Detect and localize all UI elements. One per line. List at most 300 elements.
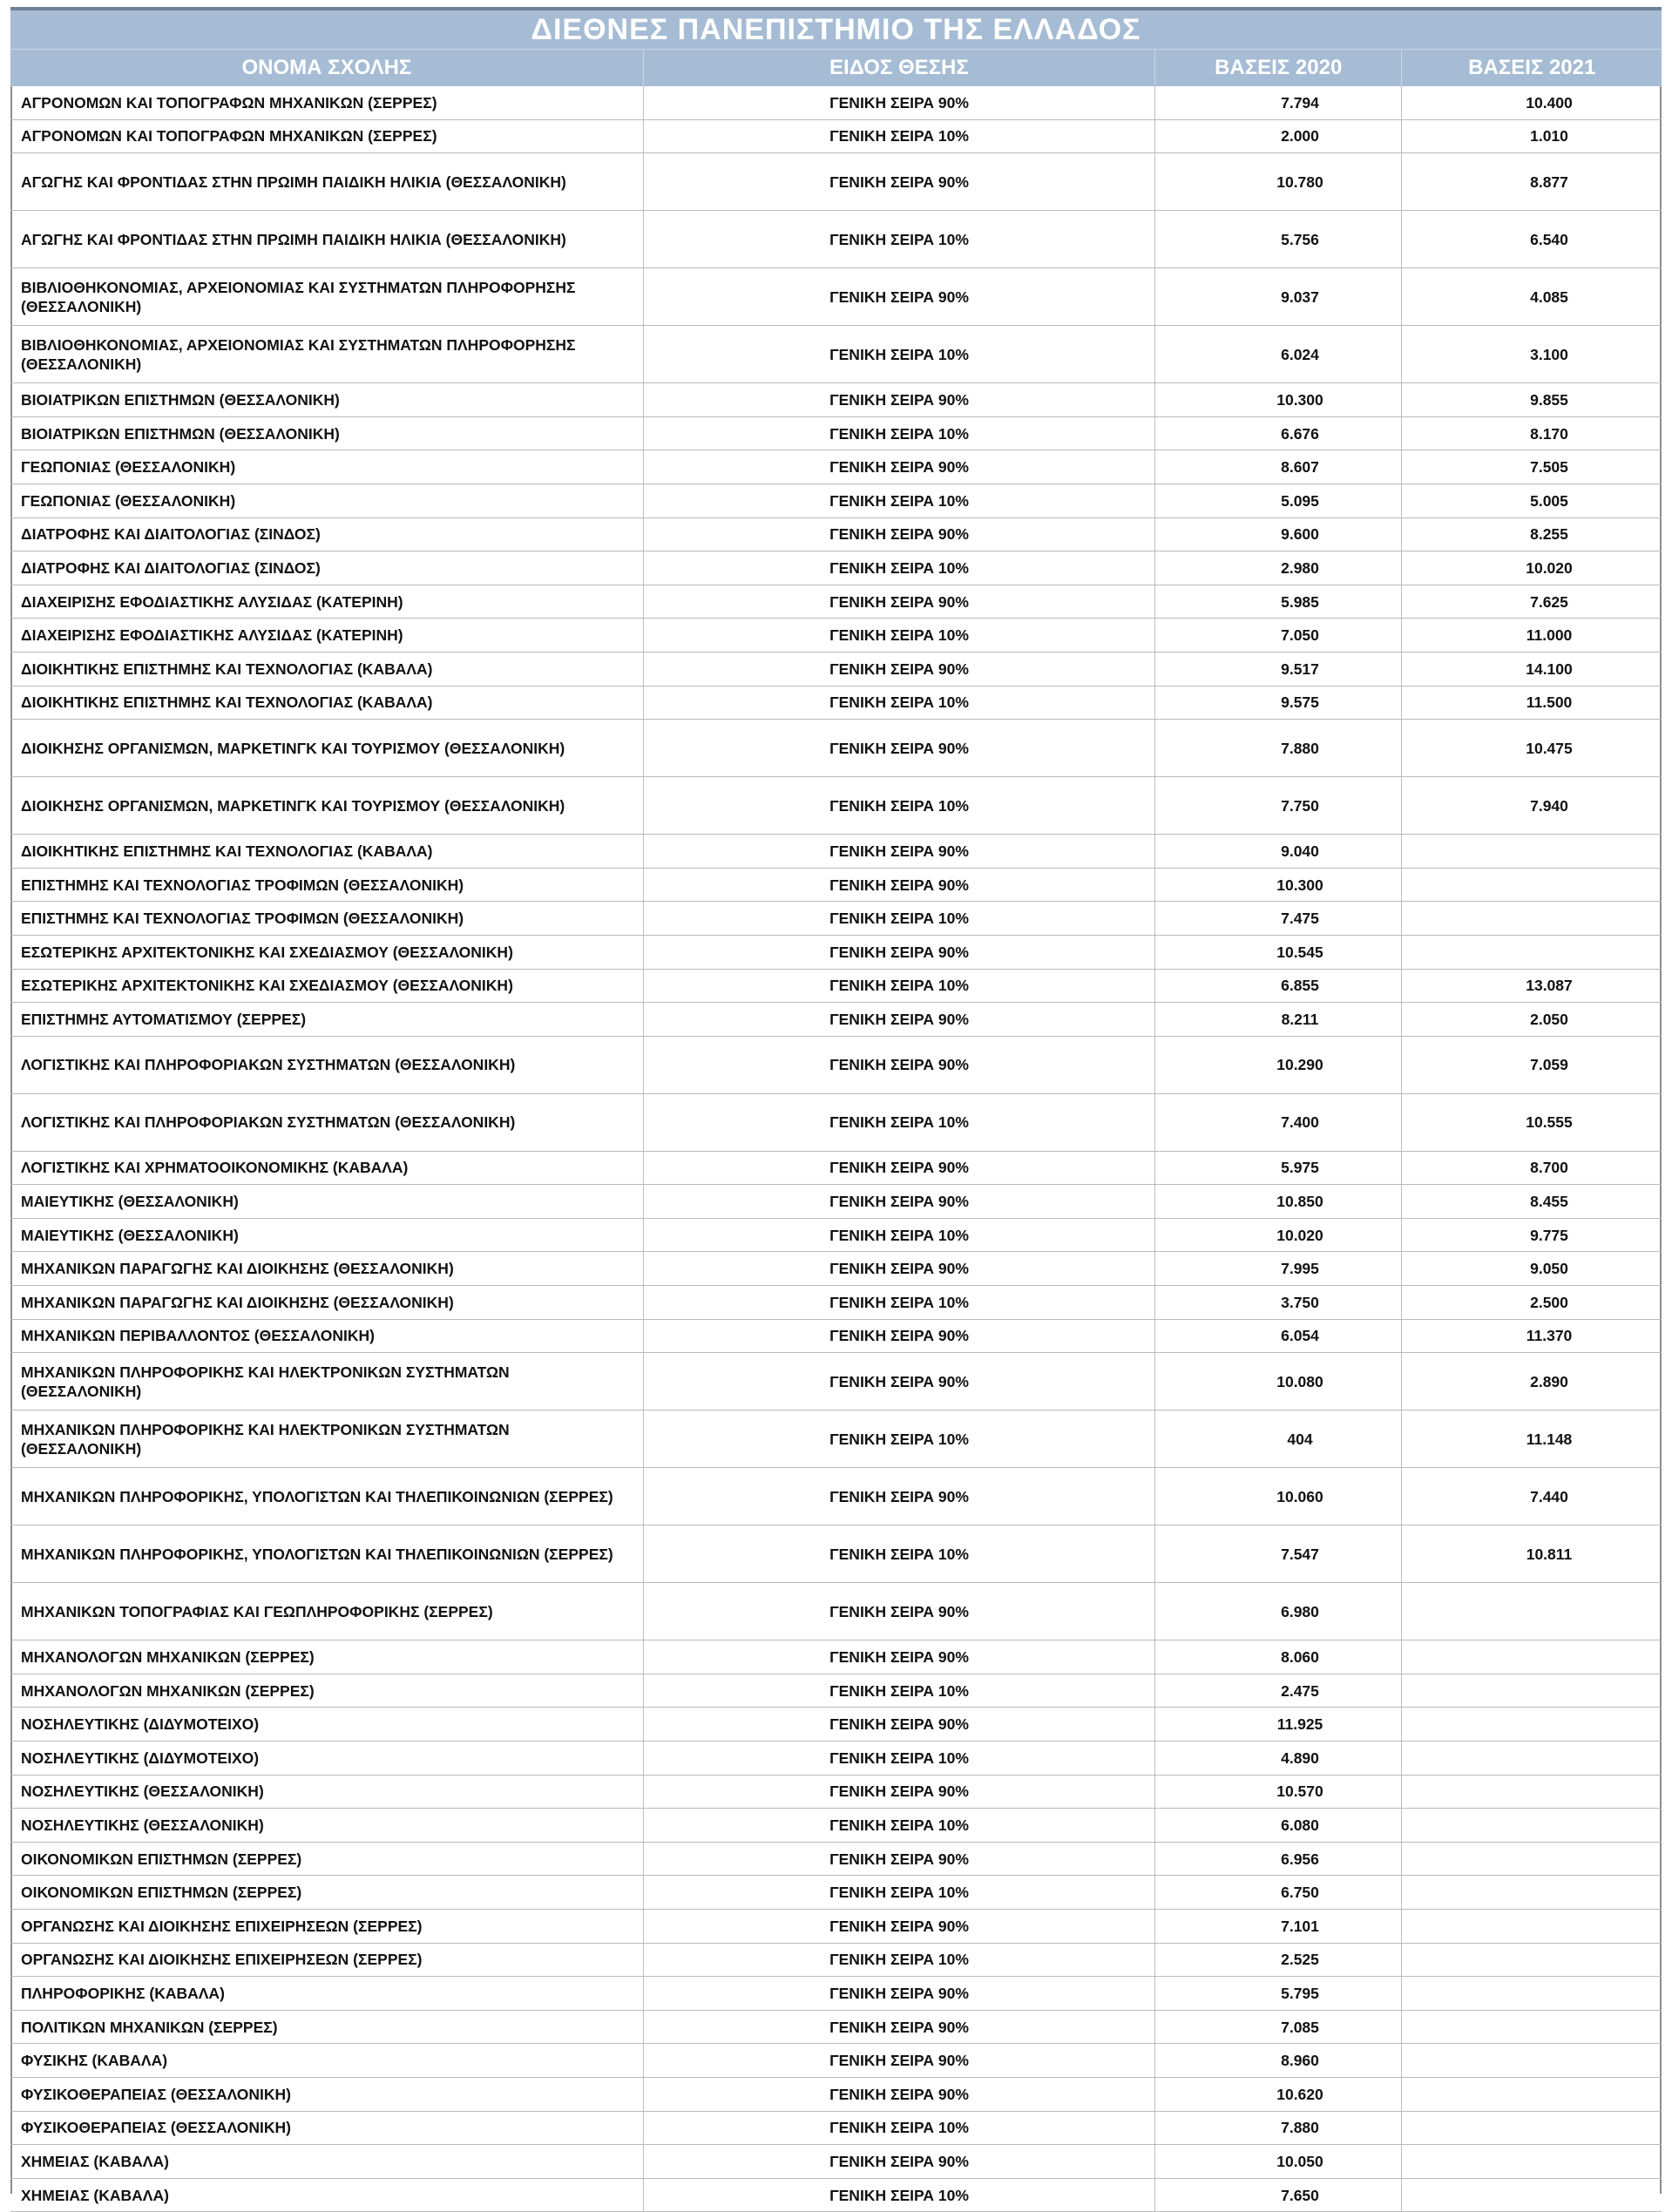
cell-school-name <box>10 1944 644 1977</box>
cell-score-2020 <box>1155 869 1402 902</box>
cell-category-text: ΓΕΝΙΚΗ ΣΕΙΡΑ 10% <box>829 345 969 363</box>
cell-school-name-text: ΔΙΟΙΚΗΤΙΚΗΣ ΕΠΙΣΤΗΜΗΣ ΚΑΙ ΤΕΧΝΟΛΟΓΙΑΣ (ΚΑΒΑΛΑ) <box>21 842 433 860</box>
cell-school-name <box>10 120 644 153</box>
cell-school-name <box>10 653 644 686</box>
cell-score-2020-text: 6.980 <box>1281 1602 1319 1620</box>
cell-score-2021-text: 10.555 <box>1526 1113 1573 1132</box>
cell-school-name-text: ΛΟΓΙΣΤΙΚΗΣ ΚΑΙ ΠΛΗΡΟΦΟΡΙΑΚΩΝ ΣΥΣΤΗΜΑΤΩΝ (ΘΕΣΣΑΛΟΝΙΚΗ) <box>21 1056 516 1074</box>
cell-score-2020-text: 8.960 <box>1281 2052 1319 2070</box>
cell-score-2021 <box>1402 1525 1662 1582</box>
cell-category <box>644 86 1155 119</box>
cell-school-name-text: ΜΗΧΑΝΙΚΩΝ ΠΑΡΑΓΩΓΗΣ ΚΑΙ ΔΙΟΙΚΗΣΗΣ (ΘΕΣΣΑΛΟΝΙΚΗ) <box>21 1260 454 1278</box>
cell-category <box>644 869 1155 902</box>
cell-score-2020-text: 10.020 <box>1276 1226 1323 1244</box>
cell-school-name <box>10 1185 644 1218</box>
cell-school-name-text: ΦΥΣΙΚΗΣ (ΚΑΒΑΛΑ) <box>21 2052 168 2070</box>
cell-score-2020 <box>1155 450 1402 484</box>
cell-score-2020 <box>1155 1525 1402 1582</box>
cell-school-name-text: ΜΗΧΑΝΙΚΩΝ ΠΛΗΡΟΦΟΡΙΚΗΣ ΚΑΙ ΗΛΕΚΤΡΟΝΙΚΩΝ ΣΥΣΤΗΜΑΤΩΝ (ΘΕΣΣΑΛΟΝΙΚΗ) <box>21 1363 510 1400</box>
cell-school-name <box>10 1583 644 1640</box>
cell-school-name-text: ΜΑΙΕΥΤΙΚΗΣ (ΘΕΣΣΑΛΟΝΙΚΗ) <box>21 1226 239 1244</box>
table-row <box>10 2179 1662 2212</box>
table-row <box>10 86 1662 120</box>
cell-score-2020 <box>1155 2179 1402 2212</box>
table-row <box>10 1185 1662 1219</box>
table-row <box>10 1910 1662 1944</box>
cell-score-2020-text: 7.650 <box>1281 2186 1319 2204</box>
cell-score-2020-text: 2.475 <box>1281 1681 1319 1700</box>
cell-score-2020 <box>1155 1353 1402 1410</box>
cell-school-name <box>10 936 644 969</box>
cell-category-text: ΓΕΝΙΚΗ ΣΕΙΡΑ 10% <box>829 910 969 928</box>
cell-category <box>644 1094 1155 1151</box>
cell-score-2020-text: 10.300 <box>1276 390 1323 409</box>
cell-score-2020-text: 6.054 <box>1281 1327 1319 1345</box>
cell-score-2020-text: 6.676 <box>1281 424 1319 443</box>
cell-score-2020 <box>1155 518 1402 551</box>
cell-score-2021-text: 6.540 <box>1530 230 1568 248</box>
table-row <box>10 1742 1662 1776</box>
cell-score-2020-text: 10.290 <box>1276 1056 1323 1074</box>
cell-score-2021 <box>1402 1977 1662 2010</box>
cell-school-name <box>10 1037 644 1093</box>
cell-score-2021 <box>1402 1003 1662 1036</box>
cell-score-2020 <box>1155 1003 1402 1036</box>
cell-school-name-text: ΠΟΛΙΤΙΚΩΝ ΜΗΧΑΝΙΚΩΝ (ΣΕΡΡΕΣ) <box>21 2018 278 2036</box>
cell-score-2020 <box>1155 120 1402 153</box>
cell-category-text: ΓΕΝΙΚΗ ΣΕΙΡΑ 90% <box>829 1715 969 1734</box>
cell-score-2021 <box>1402 1876 1662 1909</box>
cell-score-2020-text: 10.300 <box>1276 876 1323 894</box>
cell-score-2020-text: 7.400 <box>1281 1113 1319 1132</box>
cell-school-name-text: ΑΓΩΓΗΣ ΚΑΙ ΦΡΟΝΤΙΔΑΣ ΣΤΗΝ ΠΡΩΙΜΗ ΠΑΙΔΙΚΗ ΗΛΙΚΙΑ (ΘΕΣΣΑΛΟΝΙΚΗ) <box>21 230 566 248</box>
cell-school-name <box>10 902 644 935</box>
cell-category <box>644 1037 1155 1093</box>
cell-category <box>644 1252 1155 1285</box>
cell-category <box>644 1977 1155 2010</box>
cell-score-2021-text: 5.005 <box>1530 491 1568 510</box>
cell-school-name <box>10 1809 644 1842</box>
table-row <box>10 1843 1662 1877</box>
cell-school-name-text: ΔΙΟΙΚΗΣΗΣ ΟΡΓΑΝΙΣΜΩΝ, ΜΑΡΚΕΤΙΝΓΚ ΚΑΙ ΤΟΥΡΙΣΜΟΥ (ΘΕΣΣΑΛΟΝΙΚΗ) <box>21 796 565 815</box>
cell-score-2021 <box>1402 936 1662 969</box>
cell-school-name <box>10 869 644 902</box>
cell-score-2021 <box>1402 777 1662 834</box>
cell-school-name <box>10 1776 644 1809</box>
cell-school-name-text: ΕΣΩΤΕΡΙΚΗΣ ΑΡΧΙΤΕΚΤΟΝΙΚΗΣ ΚΑΙ ΣΧΕΔΙΑΣΜΟΥ (ΘΕΣΣΑΛΟΝΙΚΗ) <box>21 943 513 961</box>
cell-score-2021-text: 8.877 <box>1530 172 1568 191</box>
cell-school-name <box>10 970 644 1003</box>
cell-category <box>644 1185 1155 1218</box>
cell-category-text: ΓΕΝΙΚΗ ΣΕΙΡΑ 90% <box>829 739 969 757</box>
cell-category-text: ΓΕΝΙΚΗ ΣΕΙΡΑ 90% <box>829 592 969 611</box>
cell-category <box>644 1353 1155 1410</box>
cell-category-text: ΓΕΝΙΚΗ ΣΕΙΡΑ 90% <box>829 458 969 477</box>
cell-category <box>644 1910 1155 1943</box>
cell-score-2020 <box>1155 1876 1402 1909</box>
cell-category <box>644 1944 1155 1977</box>
table-title: ΔΙΕΘΝΕΣ ΠΑΝΕΠΙΣΤΗΜΙΟ ΤΗΣ ΕΛΛΑΔΟΣ <box>10 10 1662 49</box>
cell-score-2021 <box>1402 585 1662 619</box>
cell-score-2021 <box>1402 1185 1662 1218</box>
cell-score-2020-text: 10.850 <box>1276 1193 1323 1211</box>
cell-school-name-text: ΔΙΟΙΚΗΤΙΚΗΣ ΕΠΙΣΤΗΜΗΣ ΚΑΙ ΤΕΧΝΟΛΟΓΙΑΣ (ΚΑΒΑΛΑ) <box>21 693 433 712</box>
cell-school-name-text: ΒΙΒΛΙΟΘΗΚΟΝΟΜΙΑΣ, ΑΡΧΕΙΟΝΟΜΙΑΣ ΚΑΙ ΣΥΣΤΗΜΑΤΩΝ ΠΛΗΡΟΦΟΡΗΣΗΣ (ΘΕΣΣΑΛΟΝΙΚΗ) <box>21 278 576 315</box>
cell-school-name <box>10 326 644 382</box>
cell-score-2020 <box>1155 1742 1402 1775</box>
cell-score-2021 <box>1402 1640 1662 1674</box>
cell-school-name-text: ΜΗΧΑΝΙΚΩΝ ΠΕΡΙΒΑΛΛΟΝΤΟΣ (ΘΕΣΣΑΛΟΝΙΚΗ) <box>21 1327 375 1345</box>
cell-category-text: ΓΕΝΙΚΗ ΣΕΙΡΑ 10% <box>829 1293 969 1311</box>
cell-score-2021 <box>1402 86 1662 119</box>
cell-category-text: ΓΕΝΙΚΗ ΣΕΙΡΑ 90% <box>829 93 969 112</box>
cell-score-2021 <box>1402 1944 1662 1977</box>
cell-score-2020 <box>1155 1252 1402 1285</box>
cell-score-2020-text: 10.570 <box>1276 1782 1323 1801</box>
cell-score-2021-text: 2.890 <box>1530 1372 1568 1390</box>
cell-score-2020 <box>1155 653 1402 686</box>
cell-score-2021-text: 11.500 <box>1526 693 1573 712</box>
cell-school-name-text: ΕΠΙΣΤΗΜΗΣ ΚΑΙ ΤΕΧΝΟΛΟΓΙΑΣ ΤΡΟΦΙΜΩΝ (ΘΕΣΣΑΛΟΝΙΚΗ) <box>21 876 464 894</box>
cell-category <box>644 1640 1155 1674</box>
cell-category-text: ΓΕΝΙΚΗ ΣΕΙΡΑ 10% <box>829 693 969 712</box>
cell-category-text: ΓΕΝΙΚΗ ΣΕΙΡΑ 90% <box>829 2018 969 2036</box>
cell-category <box>644 720 1155 776</box>
cell-school-name <box>10 1674 644 1708</box>
cell-school-name-text: ΧΗΜΕΙΑΣ (ΚΑΒΑΛΑ) <box>21 2152 169 2170</box>
cell-school-name-text: ΔΙΑΧΕΙΡΙΣΗΣ ΕΦΟΔΙΑΣΤΙΚΗΣ ΑΛΥΣΙΔΑΣ (ΚΑΤΕΡΙΝΗ) <box>21 592 403 611</box>
cell-school-name-text: ΜΗΧΑΝΟΛΟΓΩΝ ΜΗΧΑΝΙΚΩΝ (ΣΕΡΡΕΣ) <box>21 1681 315 1700</box>
cell-score-2021-text: 10.020 <box>1526 558 1573 577</box>
cell-score-2021-text: 7.505 <box>1530 458 1568 477</box>
cell-category-text: ΓΕΝΙΚΗ ΣΕΙΡΑ 10% <box>829 1884 969 1902</box>
cell-category-text: ΓΕΝΙΚΗ ΣΕΙΡΑ 90% <box>829 1984 969 2002</box>
column-header-row <box>10 49 1662 86</box>
cell-score-2020 <box>1155 585 1402 619</box>
cell-score-2020 <box>1155 777 1402 834</box>
table-row <box>10 970 1662 1004</box>
cell-score-2020 <box>1155 902 1402 935</box>
cell-score-2021 <box>1402 1320 1662 1353</box>
cell-category-text: ΓΕΝΙΚΗ ΣΕΙΡΑ 90% <box>829 1917 969 1935</box>
cell-score-2020-text: 5.975 <box>1281 1159 1319 1177</box>
cell-school-name <box>10 551 644 585</box>
cell-score-2020 <box>1155 2044 1402 2077</box>
cell-category-text: ΓΕΝΙΚΗ ΣΕΙΡΑ 10% <box>829 1113 969 1132</box>
cell-score-2021 <box>1402 720 1662 776</box>
cell-school-name <box>10 268 644 325</box>
table-row <box>10 2044 1662 2078</box>
cell-category-text: ΓΕΝΙΚΗ ΣΕΙΡΑ 10% <box>829 2119 969 2137</box>
cell-category-text: ΓΕΝΙΚΗ ΣΕΙΡΑ 10% <box>829 1681 969 1700</box>
cell-school-name <box>10 2011 644 2044</box>
cell-category-text: ΓΕΝΙΚΗ ΣΕΙΡΑ 90% <box>829 2152 969 2170</box>
cell-score-2021 <box>1402 153 1662 210</box>
cell-category <box>644 1410 1155 1467</box>
table-row <box>10 484 1662 518</box>
cell-school-name <box>10 1876 644 1909</box>
cell-category-text: ΓΕΝΙΚΗ ΣΕΙΡΑ 90% <box>829 1648 969 1667</box>
cell-school-name <box>10 2044 644 2077</box>
cell-score-2020-text: 7.085 <box>1281 2018 1319 2036</box>
cell-score-2021 <box>1402 1252 1662 1285</box>
cell-score-2021 <box>1402 1776 1662 1809</box>
cell-school-name-text: ΟΙΚΟΝΟΜΙΚΩΝ ΕΠΙΣΤΗΜΩΝ (ΣΕΡΡΕΣ) <box>21 1884 302 1902</box>
table-row <box>10 1037 1662 1094</box>
cell-score-2021 <box>1402 970 1662 1003</box>
cell-score-2020-text: 6.080 <box>1281 1816 1319 1835</box>
cell-school-name <box>10 585 644 619</box>
cell-score-2020 <box>1155 619 1402 652</box>
table-row <box>10 518 1662 552</box>
table-row <box>10 1944 1662 1978</box>
cell-score-2020 <box>1155 383 1402 416</box>
table-row <box>10 653 1662 687</box>
cell-score-2020 <box>1155 2078 1402 2111</box>
cell-score-2021 <box>1402 268 1662 325</box>
cell-score-2021-text: 11.000 <box>1526 626 1573 645</box>
cell-score-2020 <box>1155 1037 1402 1093</box>
cell-score-2020 <box>1155 720 1402 776</box>
cell-category <box>644 902 1155 935</box>
cell-score-2020 <box>1155 484 1402 517</box>
cell-school-name <box>10 2145 644 2178</box>
cell-score-2020 <box>1155 86 1402 119</box>
table-row <box>10 1876 1662 1910</box>
cell-school-name-text: ΒΙΟΙΑΤΡΙΚΩΝ ΕΠΙΣΤΗΜΩΝ (ΘΕΣΣΑΛΟΝΙΚΗ) <box>21 424 340 443</box>
cell-score-2021 <box>1402 2179 1662 2212</box>
cell-score-2021 <box>1402 211 1662 267</box>
cell-school-name-text: ΜΗΧΑΝΙΚΩΝ ΠΛΗΡΟΦΟΡΙΚΗΣ ΚΑΙ ΗΛΕΚΤΡΟΝΙΚΩΝ ΣΥΣΤΗΜΑΤΩΝ (ΘΕΣΣΑΛΟΝΙΚΗ) <box>21 1420 510 1458</box>
table-row <box>10 902 1662 936</box>
table-row <box>10 1674 1662 1708</box>
table-row <box>10 1003 1662 1037</box>
cell-category <box>644 450 1155 484</box>
cell-school-name-text: ΔΙΑΤΡΟΦΗΣ ΚΑΙ ΔΙΑΙΤΟΛΟΓΙΑΣ (ΣΙΝΔΟΣ) <box>21 558 321 577</box>
table-row <box>10 720 1662 777</box>
cell-school-name <box>10 1708 644 1741</box>
cell-score-2021 <box>1402 1843 1662 1876</box>
cell-score-2020 <box>1155 1674 1402 1708</box>
cell-score-2020 <box>1155 687 1402 720</box>
table-row <box>10 450 1662 484</box>
cell-school-name <box>10 777 644 834</box>
cell-score-2021 <box>1402 2044 1662 2077</box>
cell-category <box>644 1674 1155 1708</box>
cell-school-name <box>10 1525 644 1582</box>
table-row <box>10 1320 1662 1354</box>
cell-category-text: ΓΕΝΙΚΗ ΣΕΙΡΑ 90% <box>829 660 969 678</box>
cell-score-2020 <box>1155 1320 1402 1353</box>
cell-score-2021 <box>1402 1742 1662 1775</box>
cell-score-2021 <box>1402 1286 1662 1319</box>
cell-score-2020-text: 404 <box>1287 1430 1313 1448</box>
cell-score-2020 <box>1155 2011 1402 2044</box>
cell-school-name <box>10 1252 644 1285</box>
cell-school-name-text: ΜΑΙΕΥΤΙΚΗΣ (ΘΕΣΣΑΛΟΝΙΚΗ) <box>21 1193 239 1211</box>
cell-score-2020-text: 6.024 <box>1281 345 1319 363</box>
cell-score-2021 <box>1402 1708 1662 1741</box>
cell-score-2020 <box>1155 2145 1402 2178</box>
table-row <box>10 1583 1662 1640</box>
cell-school-name <box>10 1910 644 1943</box>
cell-school-name-text: ΒΙΒΛΙΟΘΗΚΟΝΟΜΙΑΣ, ΑΡΧΕΙΟΝΟΜΙΑΣ ΚΑΙ ΣΥΣΤΗΜΑΤΩΝ ΠΛΗΡΟΦΟΡΗΣΗΣ (ΘΕΣΣΑΛΟΝΙΚΗ) <box>21 335 576 373</box>
table-row <box>10 1410 1662 1468</box>
cell-score-2021-text: 7.940 <box>1530 796 1568 815</box>
cell-category-text: ΓΕΝΙΚΗ ΣΕΙΡΑ 90% <box>829 1193 969 1211</box>
cell-school-name-text: ΝΟΣΗΛΕΥΤΙΚΗΣ (ΔΙΔΥΜΟΤΕΙΧΟ) <box>21 1749 260 1767</box>
cell-score-2021-text: 8.170 <box>1530 424 1568 443</box>
column-header-category: ΕΙΔΟΣ ΘΕΣΗΣ <box>644 50 1155 86</box>
cell-school-name <box>10 720 644 776</box>
cell-score-2021 <box>1402 1353 1662 1410</box>
cell-score-2021 <box>1402 2112 1662 2145</box>
cell-score-2021-text: 13.087 <box>1526 977 1573 995</box>
cell-school-name-text: ΛΟΓΙΣΤΙΚΗΣ ΚΑΙ ΠΛΗΡΟΦΟΡΙΑΚΩΝ ΣΥΣΤΗΜΑΤΩΝ (ΘΕΣΣΑΛΟΝΙΚΗ) <box>21 1113 516 1132</box>
table-row <box>10 211 1662 268</box>
cell-category-text: ΓΕΝΙΚΗ ΣΕΙΡΑ 90% <box>829 1372 969 1390</box>
cell-category <box>644 1219 1155 1252</box>
cell-score-2020-text: 6.855 <box>1281 977 1319 995</box>
cell-score-2021 <box>1402 2145 1662 2178</box>
cell-score-2020-text: 6.750 <box>1281 1884 1319 1902</box>
cell-category <box>644 2044 1155 2077</box>
table-row <box>10 2078 1662 2112</box>
cell-score-2021-text: 10.475 <box>1526 739 1573 757</box>
cell-school-name-text: ΑΓΩΓΗΣ ΚΑΙ ΦΡΟΝΤΙΔΑΣ ΣΤΗΝ ΠΡΩΙΜΗ ΠΑΙΔΙΚΗ ΗΛΙΚΙΑ (ΘΕΣΣΑΛΟΝΙΚΗ) <box>21 172 566 191</box>
cell-score-2020 <box>1155 1843 1402 1876</box>
cell-category-text: ΓΕΝΙΚΗ ΣΕΙΡΑ 90% <box>829 2052 969 2070</box>
cell-score-2020-text: 7.995 <box>1281 1260 1319 1278</box>
table-row <box>10 383 1662 417</box>
cell-category <box>644 1809 1155 1842</box>
cell-category <box>644 1583 1155 1640</box>
cell-category-text: ΓΕΝΙΚΗ ΣΕΙΡΑ 10% <box>829 558 969 577</box>
cell-category-text: ΓΕΝΙΚΗ ΣΕΙΡΑ 90% <box>829 287 969 306</box>
table-row <box>10 687 1662 720</box>
cell-score-2021 <box>1402 869 1662 902</box>
cell-score-2020 <box>1155 1185 1402 1218</box>
cell-score-2021-text: 8.700 <box>1530 1159 1568 1177</box>
cell-school-name-text: ΜΗΧΑΝΙΚΩΝ ΤΟΠΟΓΡΑΦΙΑΣ ΚΑΙ ΓΕΩΠΛΗΡΟΦΟΡΙΚΗΣ (ΣΕΡΡΕΣ) <box>21 1602 493 1620</box>
cell-score-2021 <box>1402 518 1662 551</box>
cell-school-name <box>10 619 644 652</box>
cell-score-2021-text: 7.625 <box>1530 592 1568 611</box>
cell-category-text: ΓΕΝΙΚΗ ΣΕΙΡΑ 10% <box>829 230 969 248</box>
column-header-2020: ΒΑΣΕΙΣ 2020 <box>1155 50 1403 86</box>
table-row <box>10 551 1662 585</box>
cell-school-name-text: ΜΗΧΑΝΙΚΩΝ ΠΑΡΑΓΩΓΗΣ ΚΑΙ ΔΙΟΙΚΗΣΗΣ (ΘΕΣΣΑΛΟΝΙΚΗ) <box>21 1293 454 1311</box>
cell-category-text: ΓΕΝΙΚΗ ΣΕΙΡΑ 10% <box>829 1226 969 1244</box>
table-row <box>10 1219 1662 1253</box>
table-row <box>10 2011 1662 2045</box>
cell-category <box>644 1152 1155 1185</box>
cell-score-2020-text: 5.795 <box>1281 1984 1319 2002</box>
cell-score-2020 <box>1155 1468 1402 1525</box>
cell-score-2020-text: 10.780 <box>1276 172 1323 191</box>
cell-score-2021 <box>1402 1674 1662 1708</box>
cell-school-name <box>10 1286 644 1319</box>
table-row <box>10 1468 1662 1525</box>
cell-school-name-text: ΕΠΙΣΤΗΜΗΣ ΑΥΤΟΜΑΤΙΣΜΟΥ (ΣΕΡΡΕΣ) <box>21 1010 307 1028</box>
cell-score-2020 <box>1155 1286 1402 1319</box>
results-table <box>10 7 1662 2212</box>
cell-category-text: ΓΕΝΙΚΗ ΣΕΙΡΑ 90% <box>829 1056 969 1074</box>
table-row <box>10 1252 1662 1286</box>
table-row <box>10 1094 1662 1152</box>
cell-score-2020-text: 9.517 <box>1281 660 1319 678</box>
cell-score-2021 <box>1402 484 1662 517</box>
cell-score-2020 <box>1155 551 1402 585</box>
cell-school-name <box>10 1742 644 1775</box>
cell-score-2020 <box>1155 1410 1402 1467</box>
cell-school-name-text: ΓΕΩΠΟΝΙΑΣ (ΘΕΣΣΑΛΟΝΙΚΗ) <box>21 458 236 477</box>
cell-category-text: ΓΕΝΙΚΗ ΣΕΙΡΑ 90% <box>829 1850 969 1868</box>
cell-category-text: ΓΕΝΙΚΗ ΣΕΙΡΑ 90% <box>829 876 969 894</box>
cell-score-2021-text: 8.455 <box>1530 1193 1568 1211</box>
cell-category <box>644 1003 1155 1036</box>
table-row <box>10 1809 1662 1843</box>
cell-score-2021 <box>1402 2078 1662 2111</box>
cell-score-2020 <box>1155 1776 1402 1809</box>
cell-school-name-text: ΧΗΜΕΙΑΣ (ΚΑΒΑΛΑ) <box>21 2186 169 2204</box>
cell-school-name-text: ΕΠΙΣΤΗΜΗΣ ΚΑΙ ΤΕΧΝΟΛΟΓΙΑΣ ΤΡΟΦΙΜΩΝ (ΘΕΣΣΑΛΟΝΙΚΗ) <box>21 910 464 928</box>
cell-category-text: ΓΕΝΙΚΗ ΣΕΙΡΑ 90% <box>829 390 969 409</box>
cell-score-2020-text: 7.050 <box>1281 626 1319 645</box>
cell-score-2021 <box>1402 619 1662 652</box>
table-row <box>10 2145 1662 2179</box>
cell-category <box>644 1468 1155 1525</box>
table-row <box>10 1977 1662 2011</box>
cell-score-2020-text: 3.750 <box>1281 1293 1319 1311</box>
cell-category-text: ΓΕΝΙΚΗ ΣΕΙΡΑ 90% <box>829 1487 969 1505</box>
cell-school-name <box>10 1977 644 2010</box>
cell-score-2021 <box>1402 1583 1662 1640</box>
cell-score-2020-text: 10.545 <box>1276 943 1323 961</box>
cell-score-2021-text: 11.370 <box>1526 1327 1573 1345</box>
cell-category <box>644 2112 1155 2145</box>
cell-school-name-text: ΔΙΟΙΚΗΣΗΣ ΟΡΓΑΝΙΣΜΩΝ, ΜΑΡΚΕΤΙΝΓΚ ΚΑΙ ΤΟΥΡΙΣΜΟΥ (ΘΕΣΣΑΛΟΝΙΚΗ) <box>21 739 565 757</box>
cell-score-2020 <box>1155 326 1402 382</box>
cell-score-2020-text: 4.890 <box>1281 1749 1319 1767</box>
cell-score-2020-text: 10.050 <box>1276 2152 1323 2170</box>
cell-category <box>644 484 1155 517</box>
cell-score-2021 <box>1402 1809 1662 1842</box>
cell-score-2020-text: 9.037 <box>1281 287 1319 306</box>
cell-category <box>644 1286 1155 1319</box>
cell-school-name-text: ΒΙΟΙΑΤΡΙΚΩΝ ΕΠΙΣΤΗΜΩΝ (ΘΕΣΣΑΛΟΝΙΚΗ) <box>21 390 340 409</box>
cell-score-2021-text: 1.010 <box>1530 127 1568 145</box>
cell-score-2021-text: 11.148 <box>1526 1430 1573 1448</box>
cell-score-2021-text: 7.059 <box>1530 1056 1568 1074</box>
cell-category <box>644 153 1155 210</box>
cell-category <box>644 551 1155 585</box>
cell-category-text: ΓΕΝΙΚΗ ΣΕΙΡΑ 10% <box>829 1545 969 1563</box>
cell-category-text: ΓΕΝΙΚΗ ΣΕΙΡΑ 10% <box>829 1951 969 1969</box>
cell-category-text: ΓΕΝΙΚΗ ΣΕΙΡΑ 10% <box>829 796 969 815</box>
cell-category <box>644 619 1155 652</box>
cell-score-2021 <box>1402 902 1662 935</box>
cell-score-2020-text: 8.211 <box>1281 1010 1319 1028</box>
cell-school-name-text: ΔΙΟΙΚΗΤΙΚΗΣ ΕΠΙΣΤΗΜΗΣ ΚΑΙ ΤΕΧΝΟΛΟΓΙΑΣ (ΚΑΒΑΛΑ) <box>21 660 433 678</box>
cell-score-2021 <box>1402 450 1662 484</box>
cell-score-2020 <box>1155 1910 1402 1943</box>
cell-category-text: ΓΕΝΙΚΗ ΣΕΙΡΑ 10% <box>829 977 969 995</box>
cell-score-2020-text: 10.060 <box>1276 1487 1323 1505</box>
cell-score-2020-text: 9.040 <box>1281 842 1319 860</box>
cell-score-2020 <box>1155 2112 1402 2145</box>
cell-score-2021 <box>1402 1410 1662 1467</box>
